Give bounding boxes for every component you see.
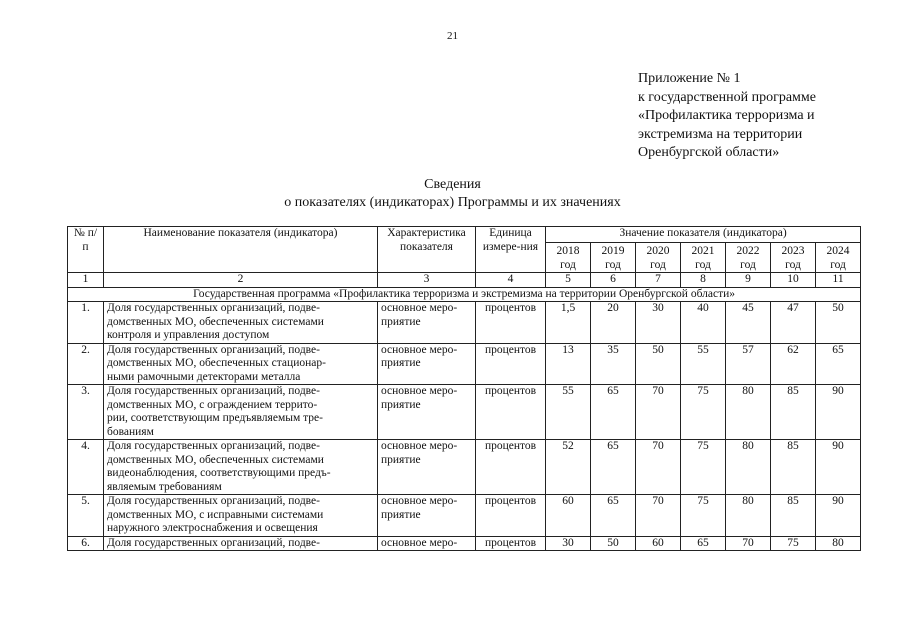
indicator-name-line: Доля государственных организаций, подве-	[107, 440, 320, 452]
indicator-unit: процентов	[476, 536, 546, 551]
header-name: Наименование показателя (индикатора)	[104, 227, 378, 273]
section-row	[68, 287, 861, 302]
indicator-name-line: домственных МО, обеспеченных системами	[107, 453, 324, 466]
indicator-value: 75	[771, 536, 816, 551]
characteristic-line: приятие	[381, 315, 421, 328]
indicator-value: 80	[726, 495, 771, 537]
column-number: 9	[726, 273, 771, 288]
indicator-value: 75	[681, 495, 726, 537]
row-number: 4.	[68, 440, 104, 495]
row-number: 1.	[68, 302, 104, 344]
indicator-name-line: домственных МО, обеспеченных системами	[107, 315, 324, 328]
indicator-value: 90	[816, 385, 861, 440]
page-number: 21	[447, 30, 458, 42]
indicator-name-line: домственных МО, с ограждением террито-	[107, 398, 318, 411]
indicator-value: 80	[816, 536, 861, 551]
year-suffix: год	[785, 258, 801, 271]
year-suffix: год	[740, 258, 756, 271]
indicator-name-line: Доля государственных организаций, подве-	[107, 495, 320, 507]
indicator-value: 35	[591, 343, 636, 385]
indicator-value: 85	[771, 385, 816, 440]
indicator-name-line: ными рамочными детекторами металла	[107, 370, 301, 383]
indicator-unit: процентов	[476, 385, 546, 440]
column-numbers-row	[68, 273, 861, 288]
indicator-value: 70	[636, 495, 681, 537]
document-title	[0, 176, 905, 212]
appendix-line: экстремизма на территории	[638, 126, 803, 142]
header-unit: Единица измере-ния	[476, 227, 546, 273]
indicator-name	[104, 440, 378, 495]
year-value: 2022	[736, 245, 760, 257]
header-values-group: Значение показателя (индикатора)	[546, 227, 861, 243]
indicator-value: 85	[771, 495, 816, 537]
indicator-value: 70	[636, 385, 681, 440]
characteristic-line: основное меро-	[381, 440, 458, 452]
indicator-value: 57	[726, 343, 771, 385]
header-year-2021	[681, 243, 726, 273]
indicator-name-line: являемым требованиям	[107, 480, 222, 493]
header-year-2020	[636, 243, 681, 273]
characteristic-line: приятие	[381, 508, 421, 521]
indicator-value: 55	[546, 385, 591, 440]
header-year-2018	[546, 243, 591, 273]
table-row	[68, 385, 861, 440]
appendix-line: к государственной программе	[638, 89, 816, 105]
year-value: 2023	[781, 245, 805, 257]
table-row	[68, 343, 861, 385]
indicator-value: 62	[771, 343, 816, 385]
indicator-value: 1,5	[546, 302, 591, 344]
column-number: 11	[816, 273, 861, 288]
indicator-characteristic	[378, 440, 476, 495]
indicator-value: 20	[591, 302, 636, 344]
indicator-value: 65	[591, 440, 636, 495]
indicator-characteristic	[378, 302, 476, 344]
indicator-name	[104, 302, 378, 344]
column-number: 1	[68, 273, 104, 288]
indicator-value: 30	[636, 302, 681, 344]
column-number: 4	[476, 273, 546, 288]
indicator-value: 90	[816, 440, 861, 495]
characteristic-line: основное меро-	[381, 385, 458, 397]
table-row	[68, 440, 861, 495]
table-row	[68, 302, 861, 344]
year-suffix: год	[605, 258, 621, 271]
indicator-name-line: домственных МО, с исправными системами	[107, 508, 324, 521]
year-value: 2024	[826, 245, 850, 257]
indicator-value: 45	[726, 302, 771, 344]
title-line-1: Сведения	[424, 177, 481, 192]
characteristic-line: приятие	[381, 357, 421, 369]
year-value: 2018	[556, 245, 580, 257]
indicator-value: 50	[636, 343, 681, 385]
indicator-value: 65	[816, 343, 861, 385]
indicator-name	[104, 536, 378, 551]
indicator-unit: процентов	[476, 343, 546, 385]
indicator-unit: процентов	[476, 302, 546, 344]
indicator-value: 47	[771, 302, 816, 344]
indicator-value: 70	[726, 536, 771, 551]
row-number: 3.	[68, 385, 104, 440]
indicator-value: 65	[681, 536, 726, 551]
indicator-name-line: наружного электроснабжения и освещения	[107, 522, 318, 534]
column-number: 5	[546, 273, 591, 288]
year-suffix: год	[830, 258, 846, 271]
indicator-value: 50	[591, 536, 636, 551]
indicator-name-line: Доля государственных организаций, подве-	[107, 302, 320, 314]
indicator-name	[104, 385, 378, 440]
indicator-name	[104, 343, 378, 385]
year-suffix: год	[650, 258, 666, 271]
indicator-value: 60	[546, 495, 591, 537]
title-line-2: о показателях (индикаторах) Программы и их значениях	[284, 195, 621, 210]
indicator-name-line: Доля государственных организаций, подве-	[107, 536, 320, 549]
header-year-2019	[591, 243, 636, 273]
appendix-line: Оренбургской области»	[638, 145, 780, 160]
column-number: 7	[636, 273, 681, 288]
indicator-value: 85	[771, 440, 816, 495]
indicator-value: 75	[681, 385, 726, 440]
indicator-value: 90	[816, 495, 861, 537]
indicator-name-line: Доля государственных организаций, подве-	[107, 385, 320, 397]
header-num: № п/п	[68, 227, 104, 273]
year-suffix: год	[695, 258, 711, 271]
column-number: 8	[681, 273, 726, 288]
indicator-name-line: контроля и управления доступом	[107, 329, 270, 341]
characteristic-line: приятие	[381, 398, 421, 411]
characteristic-line: основное меро-	[381, 536, 458, 549]
indicator-value: 50	[816, 302, 861, 344]
indicator-value: 70	[636, 440, 681, 495]
row-number: 5.	[68, 495, 104, 537]
characteristic-line: основное меро-	[381, 302, 458, 314]
section-title: Государственная программа «Профилактика терроризма и экстремизма на территории Оренбургской области»	[68, 287, 861, 302]
indicator-value: 40	[681, 302, 726, 344]
appendix-line: Приложение № 1	[638, 71, 741, 86]
header-year-2022	[726, 243, 771, 273]
indicators-table	[67, 226, 861, 551]
indicator-name-line: видеонаблюдения, соответствующими предъ-	[107, 467, 331, 479]
characteristic-line: основное меро-	[381, 495, 458, 507]
row-number: 2.	[68, 343, 104, 385]
indicator-value: 52	[546, 440, 591, 495]
indicator-name-line: бованиям	[107, 425, 154, 438]
indicator-name-line: Доля государственных организаций, подве-	[107, 343, 320, 356]
indicator-characteristic	[378, 536, 476, 551]
header-row	[68, 227, 861, 243]
year-value: 2019	[601, 245, 625, 257]
indicator-unit: процентов	[476, 440, 546, 495]
column-number: 6	[591, 273, 636, 288]
table-row	[68, 536, 861, 551]
indicator-value: 80	[726, 385, 771, 440]
indicator-name	[104, 495, 378, 537]
characteristic-line: основное меро-	[381, 343, 458, 356]
indicator-value: 65	[591, 385, 636, 440]
indicator-name-line: домственных МО, обеспеченных стационар-	[107, 357, 326, 369]
indicator-name-line: рии, соответствующим предъявляемым тре-	[107, 412, 323, 424]
appendix-line: «Профилактика терроризма и	[638, 108, 815, 123]
indicator-characteristic	[378, 343, 476, 385]
year-value: 2021	[691, 245, 715, 257]
header-year-2024	[816, 243, 861, 273]
header-characteristic: Характеристика показателя	[378, 227, 476, 273]
indicator-characteristic	[378, 495, 476, 537]
indicator-value: 13	[546, 343, 591, 385]
indicator-unit: процентов	[476, 495, 546, 537]
characteristic-line: приятие	[381, 453, 421, 466]
header-year-2023	[771, 243, 816, 273]
column-number: 2	[104, 273, 378, 288]
appendix-block	[638, 70, 816, 163]
indicator-value: 55	[681, 343, 726, 385]
column-number: 10	[771, 273, 816, 288]
indicator-value: 65	[591, 495, 636, 537]
table-row	[68, 495, 861, 537]
indicator-value: 75	[681, 440, 726, 495]
indicator-value: 80	[726, 440, 771, 495]
indicator-characteristic	[378, 385, 476, 440]
row-number: 6.	[68, 536, 104, 551]
indicator-value: 30	[546, 536, 591, 551]
column-number: 3	[378, 273, 476, 288]
year-value: 2020	[646, 245, 670, 257]
year-suffix: год	[560, 258, 576, 271]
indicator-value: 60	[636, 536, 681, 551]
